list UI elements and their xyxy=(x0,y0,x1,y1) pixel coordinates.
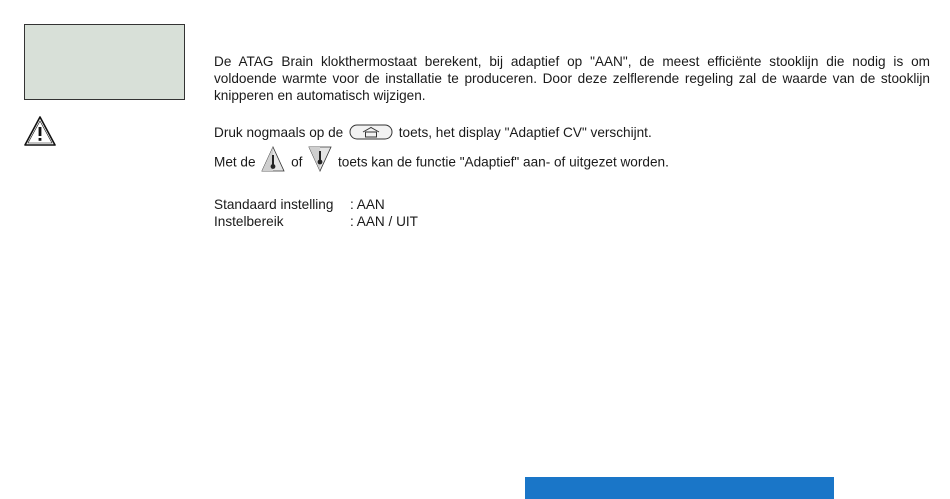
instruction-home-after: toets, het display "Adaptief CV" verschijnt. xyxy=(398,125,652,140)
down-key-icon xyxy=(308,146,332,172)
instruction-adjust-before: Met de xyxy=(214,154,256,170)
warning-icon xyxy=(23,115,57,147)
instruction-adjust-after: toets kan de functie "Adaptief" aan- of uitgezet worden. xyxy=(338,154,669,170)
home-key-icon xyxy=(349,124,393,140)
instruction-adjust xyxy=(214,150,669,176)
content-area xyxy=(214,53,930,229)
setting-row-standard xyxy=(214,196,418,213)
instruction-home-before: Druk nogmaals op de xyxy=(214,125,344,140)
setting-label: Standaard instelling xyxy=(214,197,334,212)
intro-paragraph: De ATAG Brain klokthermostaat berekent, bij adaptief op "AAN", de meest efficiënte stooklijn die nodig is om voldoende warmte voor de installatie te produceren. Door deze zelflerende regeling zal de waarde van de stooklijn knipperen en automatisch wijzigen. xyxy=(214,54,930,103)
setting-row-range xyxy=(214,213,418,230)
settings-list xyxy=(214,196,418,230)
footer-accent-bar xyxy=(525,477,834,499)
thermostat-display xyxy=(24,24,185,100)
setting-label: Instelbereik xyxy=(214,214,284,229)
up-key-icon xyxy=(261,146,285,172)
setting-value: : AAN xyxy=(350,197,385,212)
setting-value: : AAN / UIT xyxy=(350,214,418,229)
instruction-adjust-middle: of xyxy=(291,154,303,170)
instruction-home xyxy=(214,124,652,141)
